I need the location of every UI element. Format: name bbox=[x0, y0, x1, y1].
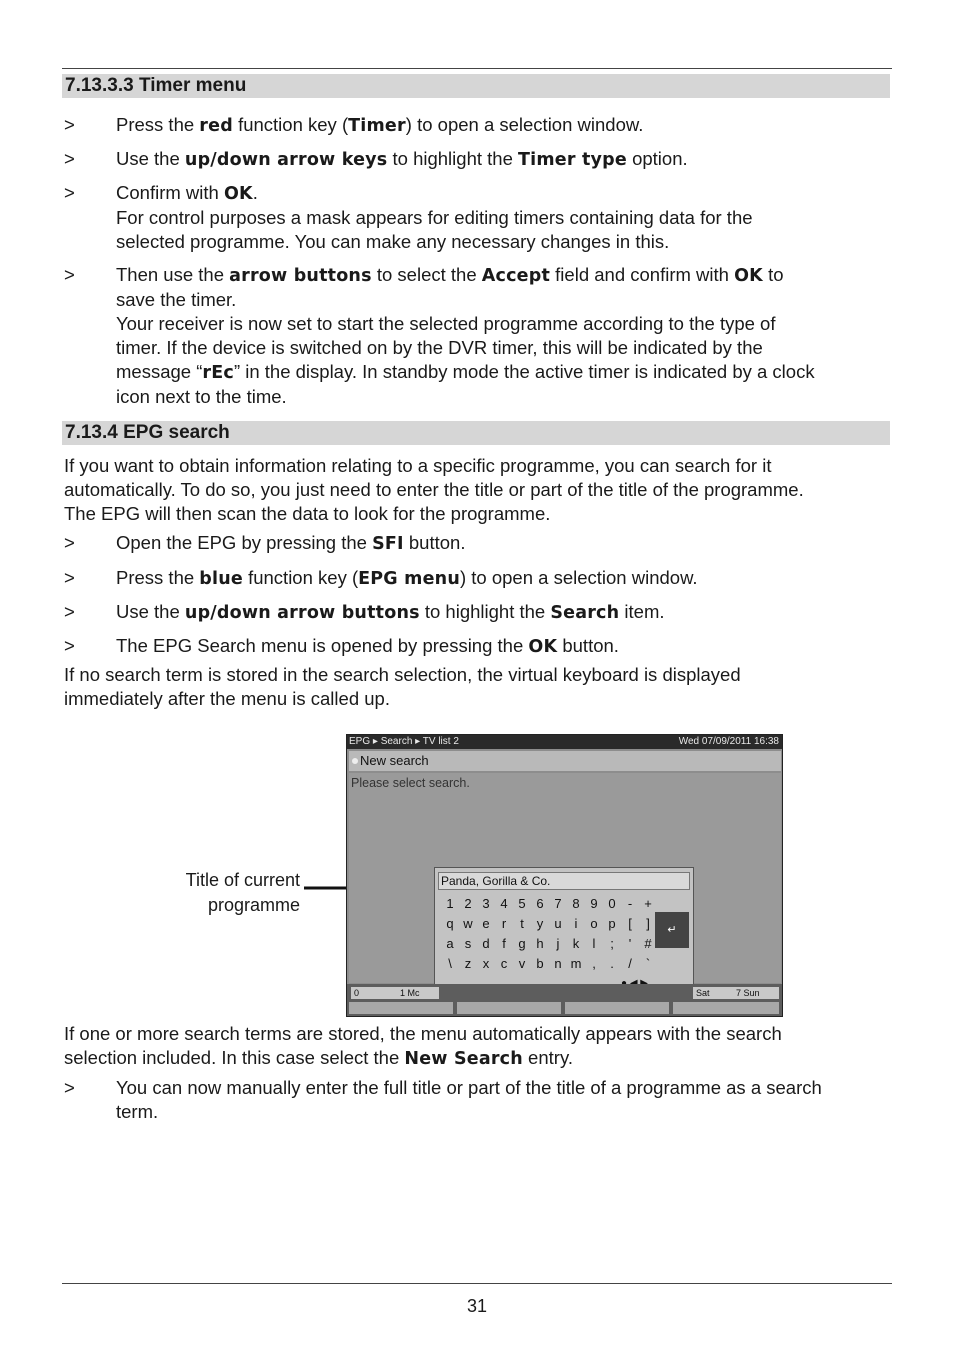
key[interactable]: u bbox=[554, 916, 562, 931]
step-marker: > bbox=[64, 148, 75, 169]
key[interactable]: + bbox=[644, 896, 652, 911]
key[interactable]: m bbox=[570, 956, 582, 971]
key[interactable]: v bbox=[518, 956, 526, 971]
new-search-label: New search bbox=[360, 753, 429, 768]
figure-callout-label: Title of current programme bbox=[185, 870, 300, 915]
key[interactable]: / bbox=[628, 956, 632, 971]
epg-final-step: > You can now manually enter the full title or part of the title of a programme as a search term. bbox=[64, 1077, 822, 1122]
step-marker: > bbox=[64, 567, 75, 588]
key-row-1 bbox=[441, 896, 657, 914]
key[interactable]: o bbox=[590, 916, 598, 931]
key[interactable]: 7 bbox=[554, 896, 562, 911]
key[interactable]: p bbox=[608, 916, 616, 931]
virtual-keyboard bbox=[434, 867, 694, 1000]
search-input[interactable]: Panda, Gorilla & Co. bbox=[438, 872, 690, 890]
step-marker: > bbox=[64, 1077, 75, 1098]
footer-bar bbox=[565, 1002, 669, 1014]
key[interactable]: i bbox=[574, 916, 578, 931]
step-marker: > bbox=[64, 264, 75, 285]
key[interactable]: ; bbox=[610, 936, 614, 951]
screen-footer bbox=[347, 984, 782, 1016]
key[interactable]: [ bbox=[628, 916, 632, 931]
key[interactable]: w bbox=[463, 916, 473, 931]
bottom-rule bbox=[62, 1283, 892, 1284]
screen-datetime: Wed 07/09/2011 16:38 bbox=[678, 736, 779, 747]
epg-search-heading: 7.13.4 EPG search bbox=[62, 421, 890, 445]
key[interactable]: 0 bbox=[608, 896, 616, 911]
key[interactable]: x bbox=[482, 956, 490, 971]
epg-step-3: > Use the up/down arrow buttons to highlight the Search item. bbox=[64, 601, 665, 623]
key[interactable]: g bbox=[518, 936, 526, 951]
key[interactable]: 5 bbox=[518, 896, 526, 911]
key[interactable]: q bbox=[446, 916, 454, 931]
footer-bar bbox=[673, 1002, 779, 1014]
key-row-2 bbox=[441, 916, 657, 934]
key[interactable]: d bbox=[482, 936, 490, 951]
key[interactable]: t bbox=[520, 916, 524, 931]
bullet-icon bbox=[352, 758, 358, 764]
key[interactable]: r bbox=[501, 916, 507, 931]
key[interactable]: 4 bbox=[500, 896, 508, 911]
key[interactable]: . bbox=[610, 956, 614, 971]
step-marker: > bbox=[64, 114, 75, 135]
timer-step-3: > Confirm with OK. For control purposes a mask appears for editing timers containing data for the selected programme. You can make any necessary changes in this. bbox=[64, 182, 753, 252]
epg-after-steps-paragraph: If no search term is stored in the search selection, the virtual keyboard is displayed immediately after the menu is called up. bbox=[64, 664, 741, 709]
key[interactable]: 1 bbox=[446, 896, 454, 911]
footer-bar bbox=[457, 1002, 561, 1014]
key[interactable]: 6 bbox=[536, 896, 544, 911]
step-marker: > bbox=[64, 532, 75, 553]
timer-step-1: > Press the red function key (Timer) to open a selection window. bbox=[64, 114, 644, 136]
key[interactable]: c bbox=[500, 956, 508, 971]
epg-step-2: > Press the blue function key (EPG menu) to open a selection window. bbox=[64, 567, 698, 589]
key[interactable]: 2 bbox=[464, 896, 472, 911]
key[interactable]: \ bbox=[448, 956, 452, 971]
key[interactable]: l bbox=[592, 936, 596, 951]
page-number: 31 bbox=[466, 1296, 488, 1316]
timer-step-4: > Then use the arrow buttons to select the Accept field and confirm with OK to save the timer. Your receiver is now set to start the selected programme according to the type of timer. If the device is switched on by the DVR timer, this will be indicated by the message “rEc” in the display. In standby mode the active timer is indicated by a clock icon next to the time. bbox=[64, 264, 815, 407]
key[interactable]: ' bbox=[628, 936, 632, 951]
key[interactable]: , bbox=[592, 956, 596, 971]
key[interactable]: h bbox=[536, 936, 544, 951]
epg-search-screenshot bbox=[346, 734, 783, 1017]
footer-button[interactable]: 0 bbox=[351, 987, 397, 999]
footer-bar bbox=[349, 1002, 453, 1014]
key[interactable]: ` bbox=[645, 956, 651, 971]
key[interactable]: b bbox=[536, 956, 544, 971]
key[interactable]: z bbox=[464, 956, 472, 971]
footer-button[interactable]: Sat bbox=[693, 987, 735, 999]
key[interactable]: ] bbox=[646, 916, 650, 931]
top-rule bbox=[62, 68, 892, 69]
footer-button[interactable]: 1 Mc bbox=[397, 987, 439, 999]
key[interactable]: - bbox=[627, 896, 633, 911]
key-row-3 bbox=[441, 936, 657, 954]
screen-hint: Please select search. bbox=[351, 776, 470, 790]
timer-step-2: > Use the up/down arrow keys to highlight the Timer type option. bbox=[64, 148, 688, 170]
timer-menu-heading: 7.13.3.3 Timer menu bbox=[62, 74, 890, 98]
key[interactable]: j bbox=[556, 936, 560, 951]
key[interactable]: 9 bbox=[590, 896, 598, 911]
epg-step-4: > The EPG Search menu is opened by pressing the OK button. bbox=[64, 635, 619, 657]
key-row-4 bbox=[441, 956, 657, 974]
step-marker: > bbox=[64, 601, 75, 622]
screen-topbar bbox=[347, 735, 782, 749]
epg-step-1: > Open the EPG by pressing the SFI button. bbox=[64, 532, 466, 554]
key[interactable]: k bbox=[572, 936, 580, 951]
key[interactable]: y bbox=[536, 916, 544, 931]
footer-button[interactable]: 7 Sun bbox=[733, 987, 779, 999]
after-figure-paragraph: If one or more search terms are stored, the menu automatically appears with the search selection included. In this case select the New Search entry. bbox=[64, 1023, 782, 1069]
key[interactable]: # bbox=[644, 936, 652, 951]
key[interactable]: e bbox=[482, 916, 490, 931]
key[interactable]: f bbox=[502, 936, 506, 951]
key[interactable]: n bbox=[554, 956, 562, 971]
enter-key-icon[interactable]: ↵ bbox=[655, 912, 689, 948]
epg-intro-paragraph: If you want to obtain information relating to a specific programme, you can search for it automatically. To do so, you just need to enter the title or part of the title of the programme. The EPG will then scan the data to look for the programme. bbox=[64, 455, 804, 524]
key[interactable]: 3 bbox=[482, 896, 490, 911]
new-search-item[interactable] bbox=[349, 751, 781, 771]
key[interactable]: 8 bbox=[572, 896, 580, 911]
key[interactable]: s bbox=[464, 936, 472, 951]
step-marker: > bbox=[64, 635, 75, 656]
screen-breadcrumb: EPG ▸ Search ▸ TV list 2 bbox=[349, 736, 459, 747]
step-marker: > bbox=[64, 182, 75, 203]
key[interactable]: a bbox=[446, 936, 454, 951]
